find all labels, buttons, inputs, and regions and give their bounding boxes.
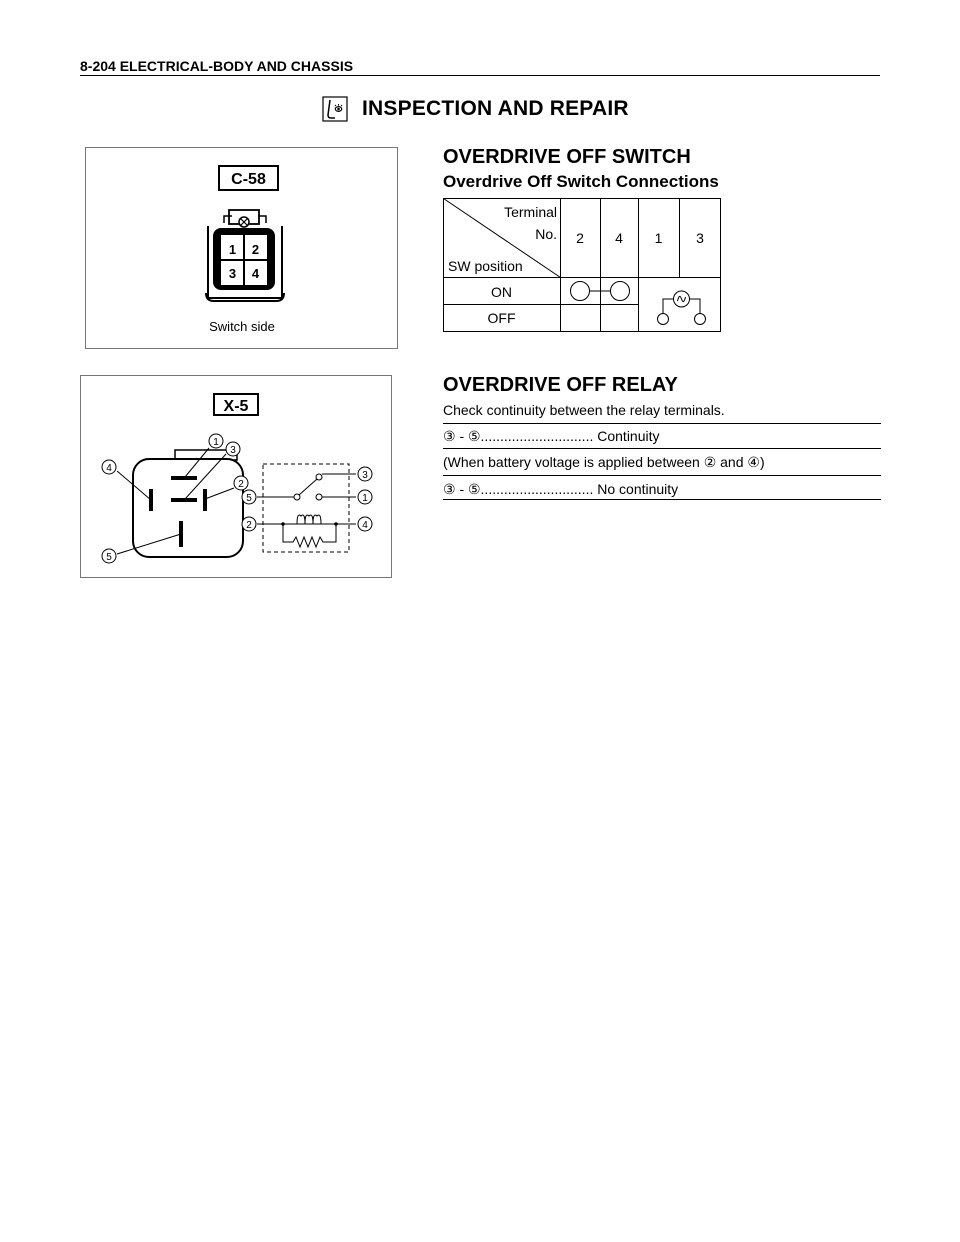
corner-sw-position-label: SW position: [448, 258, 523, 274]
rule-3: [443, 475, 881, 476]
check-3-result: No continuity: [597, 481, 679, 497]
relay-figure: [80, 375, 392, 578]
row-label-off: OFF: [487, 310, 516, 326]
relay-label-2-left: 2: [238, 479, 244, 490]
check-row-continuity: [443, 428, 660, 444]
corner-no-label: No.: [535, 226, 557, 242]
switch-pin-1: 1: [228, 242, 237, 257]
switch-pin-4: 4: [251, 266, 260, 281]
column-header-terminal-1: 1: [654, 230, 663, 246]
switch-figure-code: C-58: [231, 171, 266, 188]
switch-pin-3: 3: [228, 266, 237, 281]
relay-label-1-left: 1: [213, 437, 219, 448]
relay-intro: Check continuity between the relay terminals.: [443, 402, 725, 418]
column-header-terminal-2: 2: [576, 230, 584, 246]
section-title-text: INSPECTION AND REPAIR: [362, 97, 629, 120]
relay-label-3-left: 3: [230, 445, 236, 456]
relay-label-4-left: 4: [106, 463, 112, 474]
switch-heading: OVERDRIVE OFF SWITCH: [443, 146, 691, 168]
switch-subheading: Overdrive Off Switch Connections: [443, 172, 719, 191]
check-row-condition: (When battery voltage is applied between ② and ④): [443, 454, 765, 470]
check-1-terminals: ③ - ⑤: [443, 428, 481, 444]
switch-connector-figure: [85, 147, 398, 349]
check-1-leader: .............................: [480, 428, 594, 444]
switch-figure-caption: Switch side: [209, 319, 275, 334]
switch-connection-table: [443, 198, 721, 332]
relay-label-4-right: 4: [362, 520, 368, 531]
relay-heading: OVERDRIVE OFF RELAY: [443, 374, 678, 396]
section-title: [322, 92, 629, 126]
rule-2: [443, 448, 881, 449]
rule-1: [443, 423, 881, 424]
page-header: 8-204 ELECTRICAL-BODY AND CHASSIS: [80, 58, 880, 76]
check-3-leader: .............................: [480, 481, 594, 497]
column-header-terminal-3: 3: [696, 230, 704, 246]
relay-label-5-left: 5: [106, 552, 112, 563]
rule-4: [443, 499, 881, 500]
inspection-icon: [322, 96, 348, 122]
corner-terminal-label: Terminal: [504, 204, 557, 220]
relay-figure-code: X-5: [223, 398, 249, 415]
check-1-result: Continuity: [597, 428, 660, 444]
relay-label-1-right: 1: [362, 493, 368, 504]
switch-pin-2: 2: [251, 242, 260, 257]
column-header-terminal-4: 4: [615, 230, 623, 246]
relay-label-3-right: 3: [362, 470, 368, 481]
check-3-terminals: ③ - ⑤: [443, 481, 481, 497]
relay-label-2-right: 2: [246, 520, 252, 531]
off-lamp-symbol: [658, 291, 706, 325]
row-label-on: ON: [491, 284, 512, 300]
relay-label-5-right: 5: [246, 493, 252, 504]
check-row-no-continuity: [443, 481, 678, 497]
